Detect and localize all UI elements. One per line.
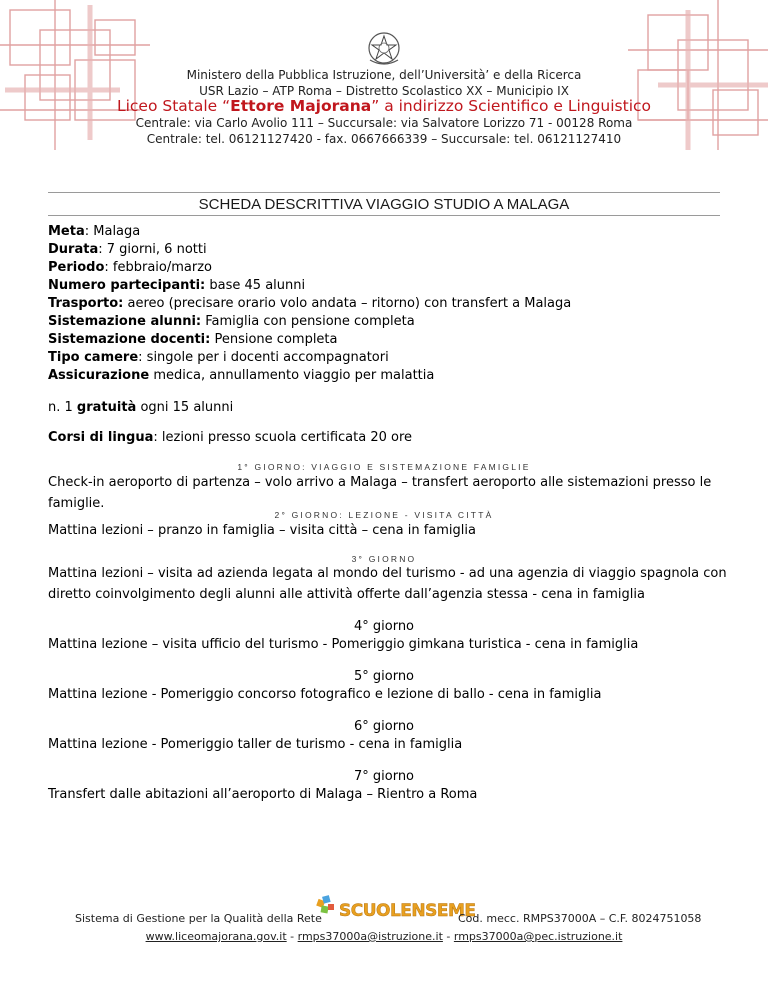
ministry-line: Ministero della Pubblica Istruzione, dell’Università’ e della Ricerca xyxy=(186,68,582,82)
info-row-assicurazione: Assicurazione medica, annullamento viaggio per malattia xyxy=(48,368,435,383)
document-title: SCHEDA DESCRITTIVA VIAGGIO STUDIO A MALAGA xyxy=(198,196,570,213)
logo-text: SCUOLENSEME xyxy=(339,901,476,921)
italian-republic-emblem-icon xyxy=(364,30,404,68)
info-row-periodo: Periodo: febbraio/marzo xyxy=(48,260,212,275)
corsi-line: Corsi di lingua: lezioni presso scuola certificata 20 ore xyxy=(48,430,413,445)
phones-line: Centrale: tel. 06121127420 - fax. 0667666339 – Succursale: tel. 06121127410 xyxy=(146,132,622,146)
trip-info-list xyxy=(48,223,728,385)
day-6-text: Mattina lezione - Pomeriggio taller de turismo - cena in famiglia xyxy=(48,737,463,752)
title-rule-bottom xyxy=(48,215,720,216)
info-row-tipo-camere: Tipo camere: singole per i docenti accompagnatori xyxy=(48,350,389,365)
scuolensieme-logo xyxy=(315,892,476,926)
day-6-heading: 6° giorno xyxy=(353,719,415,734)
day-1-text: Check-in aeroporto di partenza – volo arrivo a Malaga – transfert aeroporto alle sistemazioni presso le famiglie. xyxy=(48,475,712,511)
day-2-text: Mattina lezioni – pranzo in famiglia – visita città – cena in famiglia xyxy=(48,523,476,538)
day-1-heading: 1° GIORNO: VIAGGIO E SISTEMAZIONE FAMIGLIE xyxy=(237,462,531,472)
day-7-heading: 7° giorno xyxy=(353,769,415,784)
pec-email-link[interactable]: rmps37000a@pec.istruzione.it xyxy=(453,930,623,943)
title-rule-top xyxy=(48,192,720,193)
email-link[interactable]: rmps37000a@istruzione.it xyxy=(297,930,443,943)
day-4-heading: 4° giorno xyxy=(353,619,415,634)
address-line: Centrale: via Carlo Avolio 111 – Succursale: via Salvatore Lorizzo 71 - 00128 Roma xyxy=(135,116,633,130)
website-link[interactable]: www.liceomajorana.gov.it xyxy=(145,930,287,943)
info-row-trasporto: Trasporto: aereo (precisare orario volo andata – ritorno) con transfert a Malaga xyxy=(48,296,572,311)
info-row-meta: Meta: Malaga xyxy=(48,224,141,239)
gratuita-line: n. 1 gratuità ogni 15 alunni xyxy=(48,400,234,415)
day-7-text: Transfert dalle abitazioni all’aeroporto di Malaga – Rientro a Roma xyxy=(48,787,478,802)
info-row-durata: Durata: 7 giorni, 6 notti xyxy=(48,242,207,257)
day-5-heading: 5° giorno xyxy=(353,669,415,684)
info-row-sistemazione-docenti: Sistemazione docenti: Pensione completa xyxy=(48,332,338,347)
day-3-text: Mattina lezioni – visita ad azienda legata al mondo del turismo - ad una agenzia di viaggio spagnola con diretto coinvolgimento degli alunni alle attività offerte dall’agenzia stessa - cena in famiglia xyxy=(48,566,727,602)
day-4-text: Mattina lezione – visita ufficio del turismo - Pomeriggio gimkana turistica - cena in famiglia xyxy=(48,637,639,652)
school-name-line: Liceo Statale “Ettore Majorana” a indirizzo Scientifico e Linguistico xyxy=(116,97,652,115)
school-codes: Cod. mecc. RMPS37000A – C.F. 8024751058 xyxy=(458,912,702,925)
day-3-heading: 3° GIORNO xyxy=(351,554,417,564)
office-line: USR Lazio – ATP Roma – Distretto Scolastico XX – Municipio IX xyxy=(199,84,569,98)
info-row-partecipanti: Numero partecipanti: base 45 alunni xyxy=(48,278,306,293)
day-2-heading: 2° GIORNO: LEZIONE - VISITA CITTÀ xyxy=(274,510,494,520)
footer-links: www.liceomajorana.gov.it - rmps37000a@istruzione.it - rmps37000a@pec.istruzione.it xyxy=(145,930,623,943)
school-name: Ettore Majorana xyxy=(230,97,372,115)
quality-system-label: Sistema di Gestione per la Qualità della Rete xyxy=(75,912,322,925)
info-row-sistemazione-alunni: Sistemazione alunni: Famiglia con pensione completa xyxy=(48,314,415,329)
day-5-text: Mattina lezione - Pomeriggio concorso fotografico e lezione di ballo - cena in famiglia xyxy=(48,687,602,702)
